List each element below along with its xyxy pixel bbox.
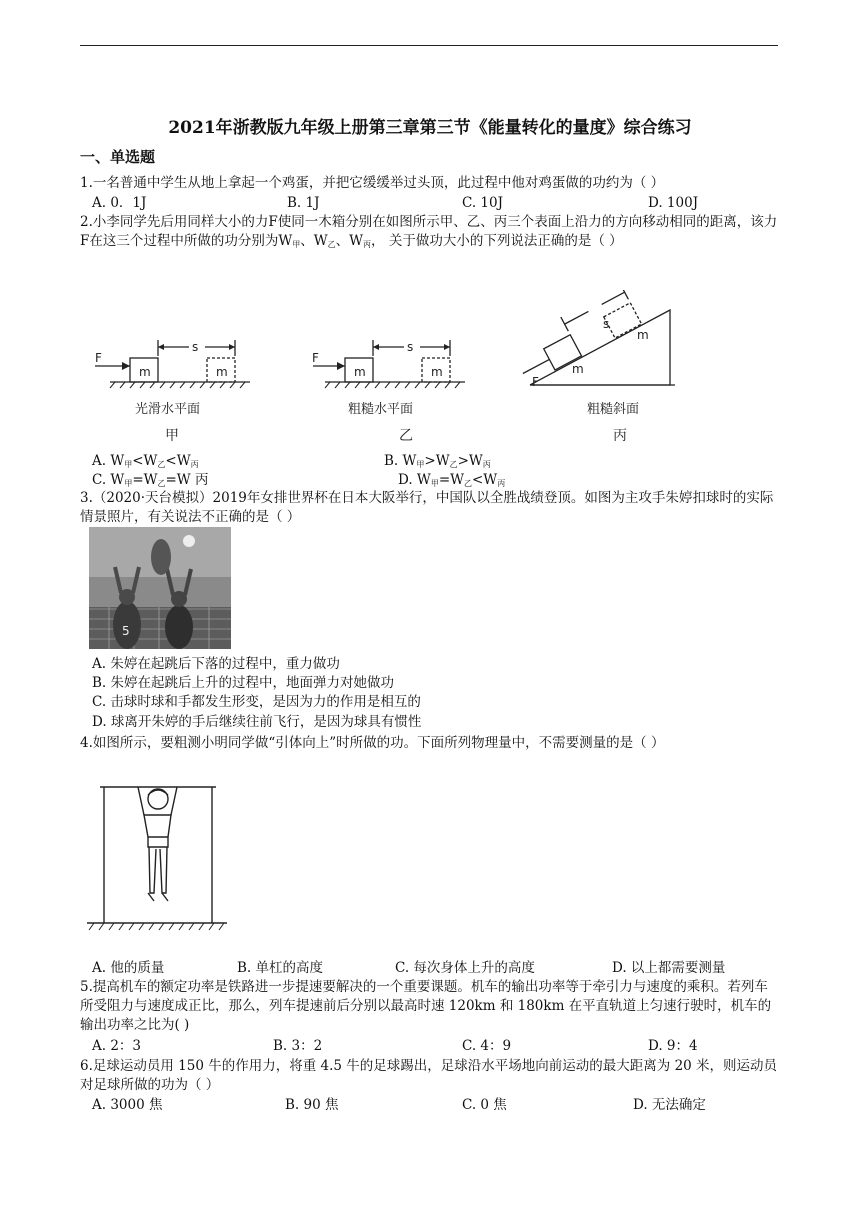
q3-option-c[interactable]: C. 击球时球和手都发生形变，是因为力的作用是相互的 [92,694,421,710]
label-m-3b: m [637,328,649,342]
label-m-1: m [139,365,151,379]
q2-option-c[interactable]: C. $W_甲=W_乙=W$ 丙 [92,472,209,488]
caption-bing: 粗糙斜面 [587,402,640,417]
q3-option-a[interactable]: A. 朱婷在起跳后下落的过程中，重力做功 [92,656,340,672]
label-s-3: s [603,317,610,331]
caption-yi: 粗糙水平面 [348,402,414,417]
svg-text:5: 5 [122,624,130,638]
label-m-2: m [354,365,366,379]
label-f-1: F [95,351,102,365]
q3-option-b[interactable]: B. 朱婷在起跳后上升的过程中，地面弹力对她做功 [92,675,395,691]
volleyball-photo [89,527,231,649]
pullup-figure [82,775,232,935]
q5-option-b[interactable]: B. 3：2 [273,1038,323,1054]
label-f-2: F [312,351,319,365]
page-title: 2021年浙教版九年级上册第三章第三节《能量转化的量度》综合练习 [168,118,692,138]
q1-option-b[interactable]: B. 1J [287,195,320,211]
q6-option-a[interactable]: A. 3000 焦 [92,1097,163,1113]
q2-option-d[interactable]: D. $W_甲=W_乙<W_丙$ [398,472,506,488]
q4-option-a[interactable]: A. 他的质量 [92,960,165,976]
q2-figure [85,290,705,450]
q5-option-d[interactable]: D. 9：4 [648,1038,698,1054]
label-m-2b: m [431,365,443,379]
q6-option-b[interactable]: B. 90 焦 [285,1097,339,1113]
q5-option-a[interactable]: A. 2：3 [92,1038,142,1054]
label-f-3: F [532,375,539,389]
question-3-text: 3.（2020·天台模拟）2019年女排世界杯在日本大阪举行，中国队以全胜战绩登顶。如图为主攻手朱婷扣球时的实际情景照片，有关说法不正确的是（ ） [80,490,774,525]
q5-option-c[interactable]: C. 4：9 [462,1038,512,1054]
question-4-text: 4.如图所示，要粗测小明同学做“引体向上”时所做的功。下面所列物理量中，不需要测量的是（ ） [80,735,665,751]
label-m-3: m [572,362,584,376]
q6-option-d[interactable]: D. 无法确定 [633,1097,706,1113]
header-rule [80,45,778,46]
question-2-text: 2.小李同学先后用同样大小的力F使同一木箱分别在如图所示甲、乙、丙三个表面上沿力的方向移动相同的距离，该力F在这三个过程中所做的功分别为$W_甲$、$W_乙$、$W_丙$， 关于做功大小的下列说法正确的是（ ） [80,214,778,249]
q4-option-b[interactable]: B. 单杠的高度 [237,960,324,976]
question-5-text: 5.提高机车的额定功率是铁路进一步提速要解决的一个重要课题。机车的输出功率等于牵引力与速度的乘积。若列车所受阻力与速度成正比，那么，列车提速前后分别以最高时速 120km 和 180km 在平直轨道上匀速行驶时，机车的输出功率之比为( ) [80,979,772,1033]
label-s-1: s [192,340,199,354]
q1-option-d[interactable]: D. 100J [648,195,699,211]
q2-option-a[interactable]: A. $W_甲<W_乙<W_丙$ [92,453,199,469]
q1-option-a[interactable]: A. 0．1J [92,195,147,211]
question-6-text: 6.足球运动员用 150 牛的作用力，将重 4.5 牛的足球踢出，足球沿水平场地向前运动的最大距离为 20 米，则运动员对足球所做的功为（ ） [80,1058,778,1093]
q4-option-d[interactable]: D. 以上都需要测量 [612,960,726,976]
q6-option-c[interactable]: C. 0 焦 [462,1097,507,1113]
section-heading: 一、单选题 [80,148,156,166]
label-m-1b: m [216,365,228,379]
q2-option-b[interactable]: B. $W_甲>W_乙>W_丙$ [384,453,491,469]
caption-jia: 光滑水平面 [135,402,201,417]
q1-option-c[interactable]: C. 10J [462,195,504,211]
name-yi: 乙 [399,428,413,444]
name-bing: 丙 [613,428,627,444]
label-s-2: s [407,340,414,354]
q4-option-c[interactable]: C. 每次身体上升的高度 [395,960,535,976]
q3-option-d[interactable]: D. 球离开朱婷的手后继续往前飞行，是因为球具有惯性 [92,714,422,730]
name-jia: 甲 [165,428,179,444]
question-1-text: 1.一名普通中学生从地上拿起一个鸡蛋，并把它缓缓举过头顶，此过程中他对鸡蛋做的功约为（ ） [80,175,665,191]
